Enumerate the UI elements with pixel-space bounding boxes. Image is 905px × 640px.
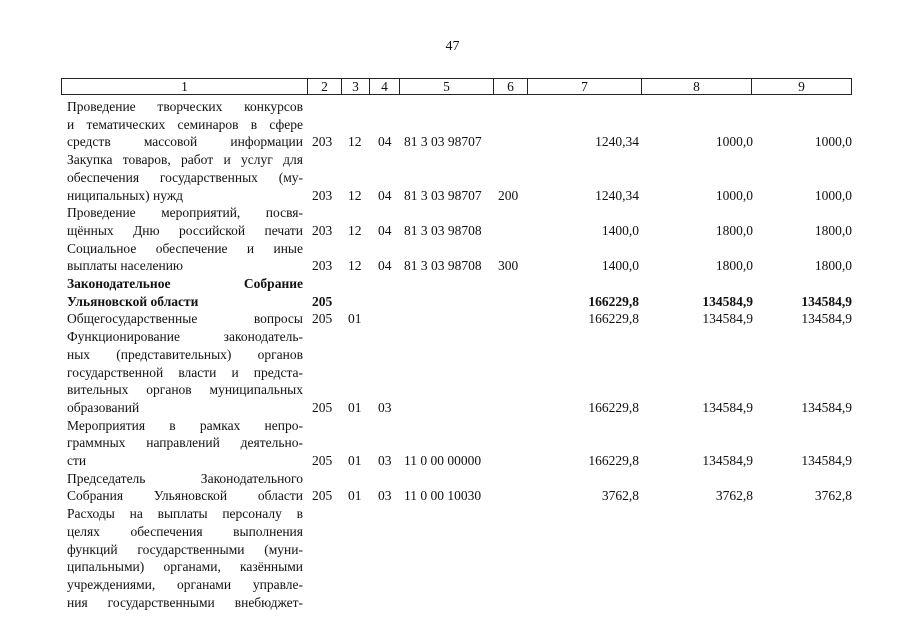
- row-name-line: Проведение творческих конкурсов: [67, 99, 303, 114]
- cell-col-9: 1800,0: [814, 222, 852, 238]
- cell-col-8: 1000,0: [715, 134, 753, 150]
- cell-col-9: 134584,9: [801, 453, 852, 469]
- row-name-line: вительных органов муниципальных: [67, 382, 303, 398]
- cell-col-2: 203: [312, 134, 333, 150]
- cell-col-2: 205: [312, 311, 333, 327]
- cell-col-6: 200: [498, 187, 519, 203]
- row-name-line: сти: [67, 453, 87, 469]
- table-header-row: [61, 78, 852, 95]
- table-row: [0, 310, 905, 328]
- cell-col-9: 134584,9: [801, 293, 852, 309]
- cell-col-4: 03: [378, 399, 392, 415]
- table-row: [0, 151, 905, 204]
- row-name: [0, 310, 905, 328]
- row-name-line: обеспечения государственных (му-: [67, 169, 303, 185]
- cell-col-9: 1000,0: [814, 134, 852, 150]
- table-row: [0, 204, 905, 239]
- row-name-line: функций государственными (муни-: [67, 541, 303, 557]
- cell-col-8: 134584,9: [702, 399, 753, 415]
- header-col-8: 8: [642, 79, 752, 94]
- cell-col-8: 1800,0: [715, 222, 753, 238]
- cell-col-3: 01: [348, 399, 362, 415]
- header-col-3: 3: [342, 79, 370, 94]
- cell-col-7: 166229,8: [588, 311, 639, 327]
- header-col-5: 5: [400, 79, 494, 94]
- header-col-6: 6: [494, 79, 528, 94]
- row-name-line: государственной власти и предста-: [67, 364, 303, 380]
- table-row: [0, 98, 905, 151]
- header-col-9: 9: [798, 79, 805, 94]
- cell-col-5: 81 3 03 98707: [404, 134, 482, 150]
- row-name-line: Председатель Законодательного: [67, 470, 303, 486]
- row-name-line: граммных направлений деятельно-: [67, 435, 303, 451]
- table-row: [0, 328, 905, 417]
- cell-col-3: 12: [348, 134, 362, 150]
- row-name-line: ных (представительных) органов: [67, 346, 303, 362]
- cell-col-2: 203: [312, 258, 333, 274]
- cell-col-9: 1000,0: [814, 187, 852, 203]
- cell-col-2: 205: [312, 453, 333, 469]
- cell-col-7: 1400,0: [601, 222, 639, 238]
- cell-col-6: 300: [498, 258, 519, 274]
- row-name-line: Проведение мероприятий, посвя-: [67, 205, 303, 221]
- header-col-1: 1: [62, 79, 308, 94]
- cell-col-7: 3762,8: [601, 488, 639, 504]
- row-name-line: ципальными) органами, казёнными: [67, 559, 303, 575]
- row-name-line: выплаты населению: [67, 258, 184, 274]
- cell-col-5: 81 3 03 98708: [404, 222, 482, 238]
- cell-col-4: 04: [378, 222, 392, 238]
- row-name-line: учреждениями, органами управле-: [67, 576, 303, 592]
- cell-col-3: 01: [348, 488, 362, 504]
- budget-table-body: [0, 98, 905, 611]
- cell-col-7: 1240,34: [595, 134, 639, 150]
- cell-col-3: 12: [348, 258, 362, 274]
- header-col-7: 7: [528, 79, 642, 94]
- cell-col-4: 03: [378, 488, 392, 504]
- cell-col-7: 166229,8: [588, 399, 639, 415]
- row-name-line: щённых Дню российской печати: [67, 222, 303, 238]
- cell-col-2: 205: [312, 293, 333, 309]
- cell-col-5: 11 0 00 10030: [404, 488, 482, 504]
- cell-col-8: 1800,0: [715, 258, 753, 274]
- row-name-line: Ульяновской области: [67, 293, 199, 309]
- table-row: [0, 275, 905, 310]
- header-col-2: 2: [308, 79, 342, 94]
- row-name-line: Расходы на выплаты персоналу в: [67, 506, 303, 522]
- cell-col-4: 04: [378, 134, 392, 150]
- cell-col-7: 1240,34: [595, 187, 639, 203]
- row-name-line: Общегосударственные вопросы: [67, 311, 303, 327]
- cell-col-8: 134584,9: [702, 293, 753, 309]
- row-name: [0, 505, 905, 611]
- row-name-line: Социальное обеспечение и иные: [67, 240, 303, 256]
- cell-col-8: 134584,9: [702, 311, 753, 327]
- cell-col-5: 81 3 03 98708: [404, 258, 482, 274]
- cell-col-7: 1400,0: [601, 258, 639, 274]
- row-name: [0, 328, 905, 417]
- cell-col-3: 12: [348, 187, 362, 203]
- cell-col-9: 1800,0: [814, 258, 852, 274]
- row-name-line: ниципальных) нужд: [67, 187, 184, 203]
- table-row: [0, 240, 905, 275]
- row-name-line: Законодательное Собрание: [67, 276, 303, 292]
- cell-col-8: 1000,0: [715, 187, 753, 203]
- cell-col-5: 81 3 03 98707: [404, 187, 482, 203]
- cell-col-3: 12: [348, 222, 362, 238]
- row-name-line: и тематических семинаров в сфере: [67, 116, 303, 132]
- row-name-line: Собрания Ульяновской области: [67, 488, 303, 504]
- cell-col-9: 134584,9: [801, 399, 852, 415]
- cell-col-7: 166229,8: [588, 293, 639, 309]
- header-col-4: 4: [370, 79, 400, 94]
- row-name-line: целях обеспечения выполнения: [67, 523, 303, 539]
- cell-col-3: 01: [348, 311, 362, 327]
- table-row: [0, 417, 905, 470]
- table-row: [0, 470, 905, 505]
- cell-col-4: 03: [378, 453, 392, 469]
- cell-col-8: 134584,9: [702, 453, 753, 469]
- cell-col-2: 205: [312, 399, 333, 415]
- cell-col-3: 01: [348, 453, 362, 469]
- cell-col-4: 04: [378, 187, 392, 203]
- row-name: [0, 275, 905, 310]
- cell-col-2: 205: [312, 488, 333, 504]
- cell-col-9: 3762,8: [814, 488, 852, 504]
- row-name-line: средств массовой информации: [67, 134, 303, 150]
- cell-col-4: 04: [378, 258, 392, 274]
- cell-col-2: 203: [312, 222, 333, 238]
- table-row: [0, 505, 905, 611]
- cell-col-7: 166229,8: [588, 453, 639, 469]
- page-number: 47: [445, 39, 460, 54]
- cell-col-2: 203: [312, 187, 333, 203]
- row-name-line: Функционирование законодатель-: [67, 329, 303, 345]
- cell-col-5: 11 0 00 00000: [404, 453, 482, 469]
- row-name-line: Мероприятия в рамках непро-: [67, 417, 303, 433]
- cell-col-8: 3762,8: [715, 488, 753, 504]
- row-name-line: образований: [67, 399, 140, 415]
- row-name-line: ния государственными внебюджет-: [67, 594, 303, 610]
- cell-col-9: 134584,9: [801, 311, 852, 327]
- row-name-line: Закупка товаров, работ и услуг для: [67, 152, 303, 168]
